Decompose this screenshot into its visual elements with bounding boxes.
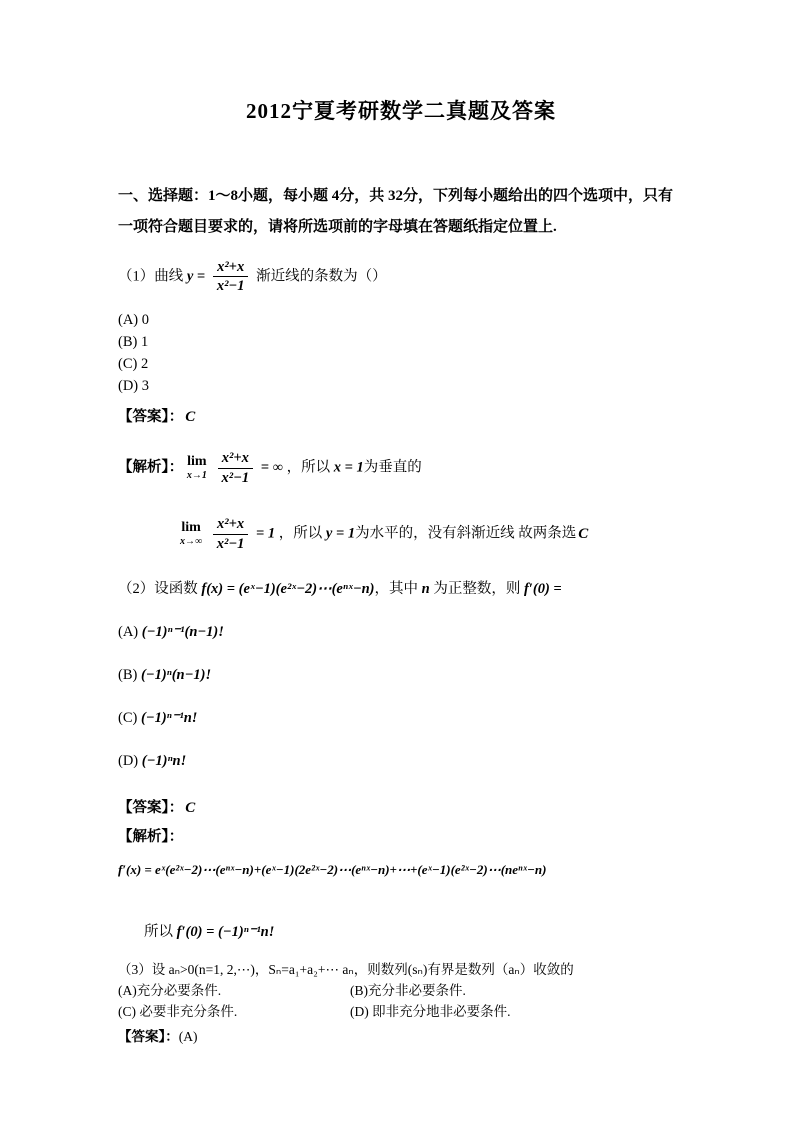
q1-suffix: 渐近线的条数为（） <box>256 268 387 284</box>
q1-lim2-math1: y = 1 <box>325 525 356 542</box>
q1-prefix: （1）曲线 <box>118 268 184 284</box>
lim-subscript: x→1 <box>186 470 207 482</box>
q1-option-c: (C) 2 <box>118 355 149 372</box>
q3-options-row-1 <box>118 980 684 1001</box>
q2-option-a-formula: (−1)ⁿ⁻¹(n−1)! <box>141 623 224 640</box>
q2-formula: f(x) = (eˣ−1)(e²ˣ−2)⋯(eⁿˣ−n) <box>201 580 375 597</box>
q1-lim1-denominator: x²−1 <box>221 469 250 486</box>
q2-analysis-label: 【解析】： <box>118 828 184 845</box>
q3-option-d: (D) 即非充分地非必要条件. <box>350 1003 511 1019</box>
limit-notation <box>187 455 207 481</box>
q1-option-d: (D) 3 <box>118 377 150 394</box>
q3-option-a: (A)充分必要条件. <box>118 982 222 998</box>
q1-lim1-math1: x = 1 <box>333 459 364 476</box>
q1-answer-value: C <box>185 408 196 425</box>
q1-lim2-fraction <box>213 516 249 552</box>
q3-option-b: (B)充分非必要条件. <box>350 982 466 998</box>
q2-conclusion-formula: f′(0) = (−1)ⁿ⁻¹n! <box>176 923 275 940</box>
q1-fraction-denominator: x²−1 <box>216 278 245 295</box>
q2-analysis-label-line <box>118 825 684 846</box>
q2-option-b-formula: (−1)ⁿ(n−1)! <box>140 666 212 683</box>
q1-lim1-numerator: x²+x <box>218 450 254 469</box>
q1-option-b: (B) 1 <box>118 333 149 350</box>
q2-option-a <box>118 624 684 641</box>
limit-notation <box>180 521 202 547</box>
lim-subscript: x→∞ <box>180 536 203 548</box>
q2-option-b <box>118 667 684 684</box>
lim-word: lim <box>181 520 201 536</box>
q1-analysis-line-1 <box>118 450 684 486</box>
q2-answer-label: 【答案】： <box>118 799 184 816</box>
q2-option-d-formula: (−1)ⁿn! <box>141 752 187 769</box>
q3-stem: （3）设 aₙ>0(n=1, 2,⋯)，Sₙ=a₁+a₂+⋯ aₙ，则数列(sₙ)有界是数列（aₙ）收敛的 <box>118 961 574 977</box>
question-1-stem <box>118 259 684 295</box>
q2-fprime: f′(0) = <box>523 580 562 597</box>
q1-lim1-equals: = ∞ <box>260 459 283 476</box>
section-heading: 一、选择题：1～8小题，每小题 4分，共 32分，下列每小题给出的四个选项中，只有一项符合题目要求的，请将所选项前的字母填在答题纸指定位置上. <box>118 188 674 235</box>
q2-prefix: （2）设函数 <box>118 580 202 597</box>
q3-answer-line <box>118 1026 684 1047</box>
q1-option-a: (A) 0 <box>118 311 150 328</box>
q1-lim1-fraction <box>218 450 254 486</box>
q2-option-d-label: (D) <box>118 752 139 769</box>
q2-derivative-formula: f′(x) = eˣ(e²ˣ−2)⋯(eⁿˣ−n)+(eˣ−1)(2e²ˣ−2)⋯(eⁿˣ−n)+⋯+(eˣ−1)(e²ˣ−2)⋯(neⁿˣ−n) <box>118 861 547 877</box>
q2-answer-line <box>118 796 684 817</box>
lim-word: lim <box>187 454 207 470</box>
page-title: 2012宁夏考研数学二真题及答案 <box>246 99 556 123</box>
q1-lim2-equals: = 1 <box>256 525 276 542</box>
question-2-stem <box>118 577 684 598</box>
q2-option-c-label: (C) <box>118 709 138 726</box>
q2-mid2: 为正整数，则 <box>429 580 524 597</box>
q1-fraction <box>213 259 249 295</box>
q1-lim2-denominator: x²−1 <box>216 535 245 552</box>
q1-answer-line <box>118 405 684 426</box>
q1-answer-label: 【答案】： <box>118 408 184 425</box>
q1-lim1-text2: 为垂直的 <box>363 459 422 476</box>
q2-option-c-formula: (−1)ⁿ⁻¹n! <box>140 709 198 726</box>
q2-conclusion-line <box>118 920 684 941</box>
q1-fraction-numerator: x²+x <box>213 259 249 278</box>
q2-option-a-label: (A) <box>118 623 139 640</box>
q1-variable: y = <box>186 268 206 284</box>
q3-option-c: (C) 必要非充分条件. <box>118 1003 238 1019</box>
q1-analysis-label: 【解析】： <box>118 459 184 476</box>
q2-conclusion-prefix: 所以 <box>144 923 177 940</box>
q2-mid1: ，其中 <box>374 580 422 597</box>
q1-lim2-text1: ，所以 <box>278 525 326 542</box>
q2-option-d <box>118 753 684 770</box>
question-3 <box>118 959 684 1047</box>
q2-option-b-label: (B) <box>118 666 138 683</box>
q3-options-row-2 <box>118 1001 684 1022</box>
q3-answer-value: (A) <box>178 1028 198 1044</box>
q1-lim2-text2: 为水平的，没有斜渐近线 故两条选 <box>355 525 577 542</box>
q2-option-c <box>118 710 684 727</box>
q1-lim2-numerator: x²+x <box>213 516 249 535</box>
q2-n: n <box>421 580 430 597</box>
q3-answer-label: 【答案】： <box>118 1028 179 1044</box>
q1-analysis-line-2 <box>180 516 684 552</box>
q1-lim1-text1: ，所以 <box>286 459 334 476</box>
q2-answer-value: C <box>185 799 196 816</box>
q1-lim2-choice: C <box>578 525 589 542</box>
